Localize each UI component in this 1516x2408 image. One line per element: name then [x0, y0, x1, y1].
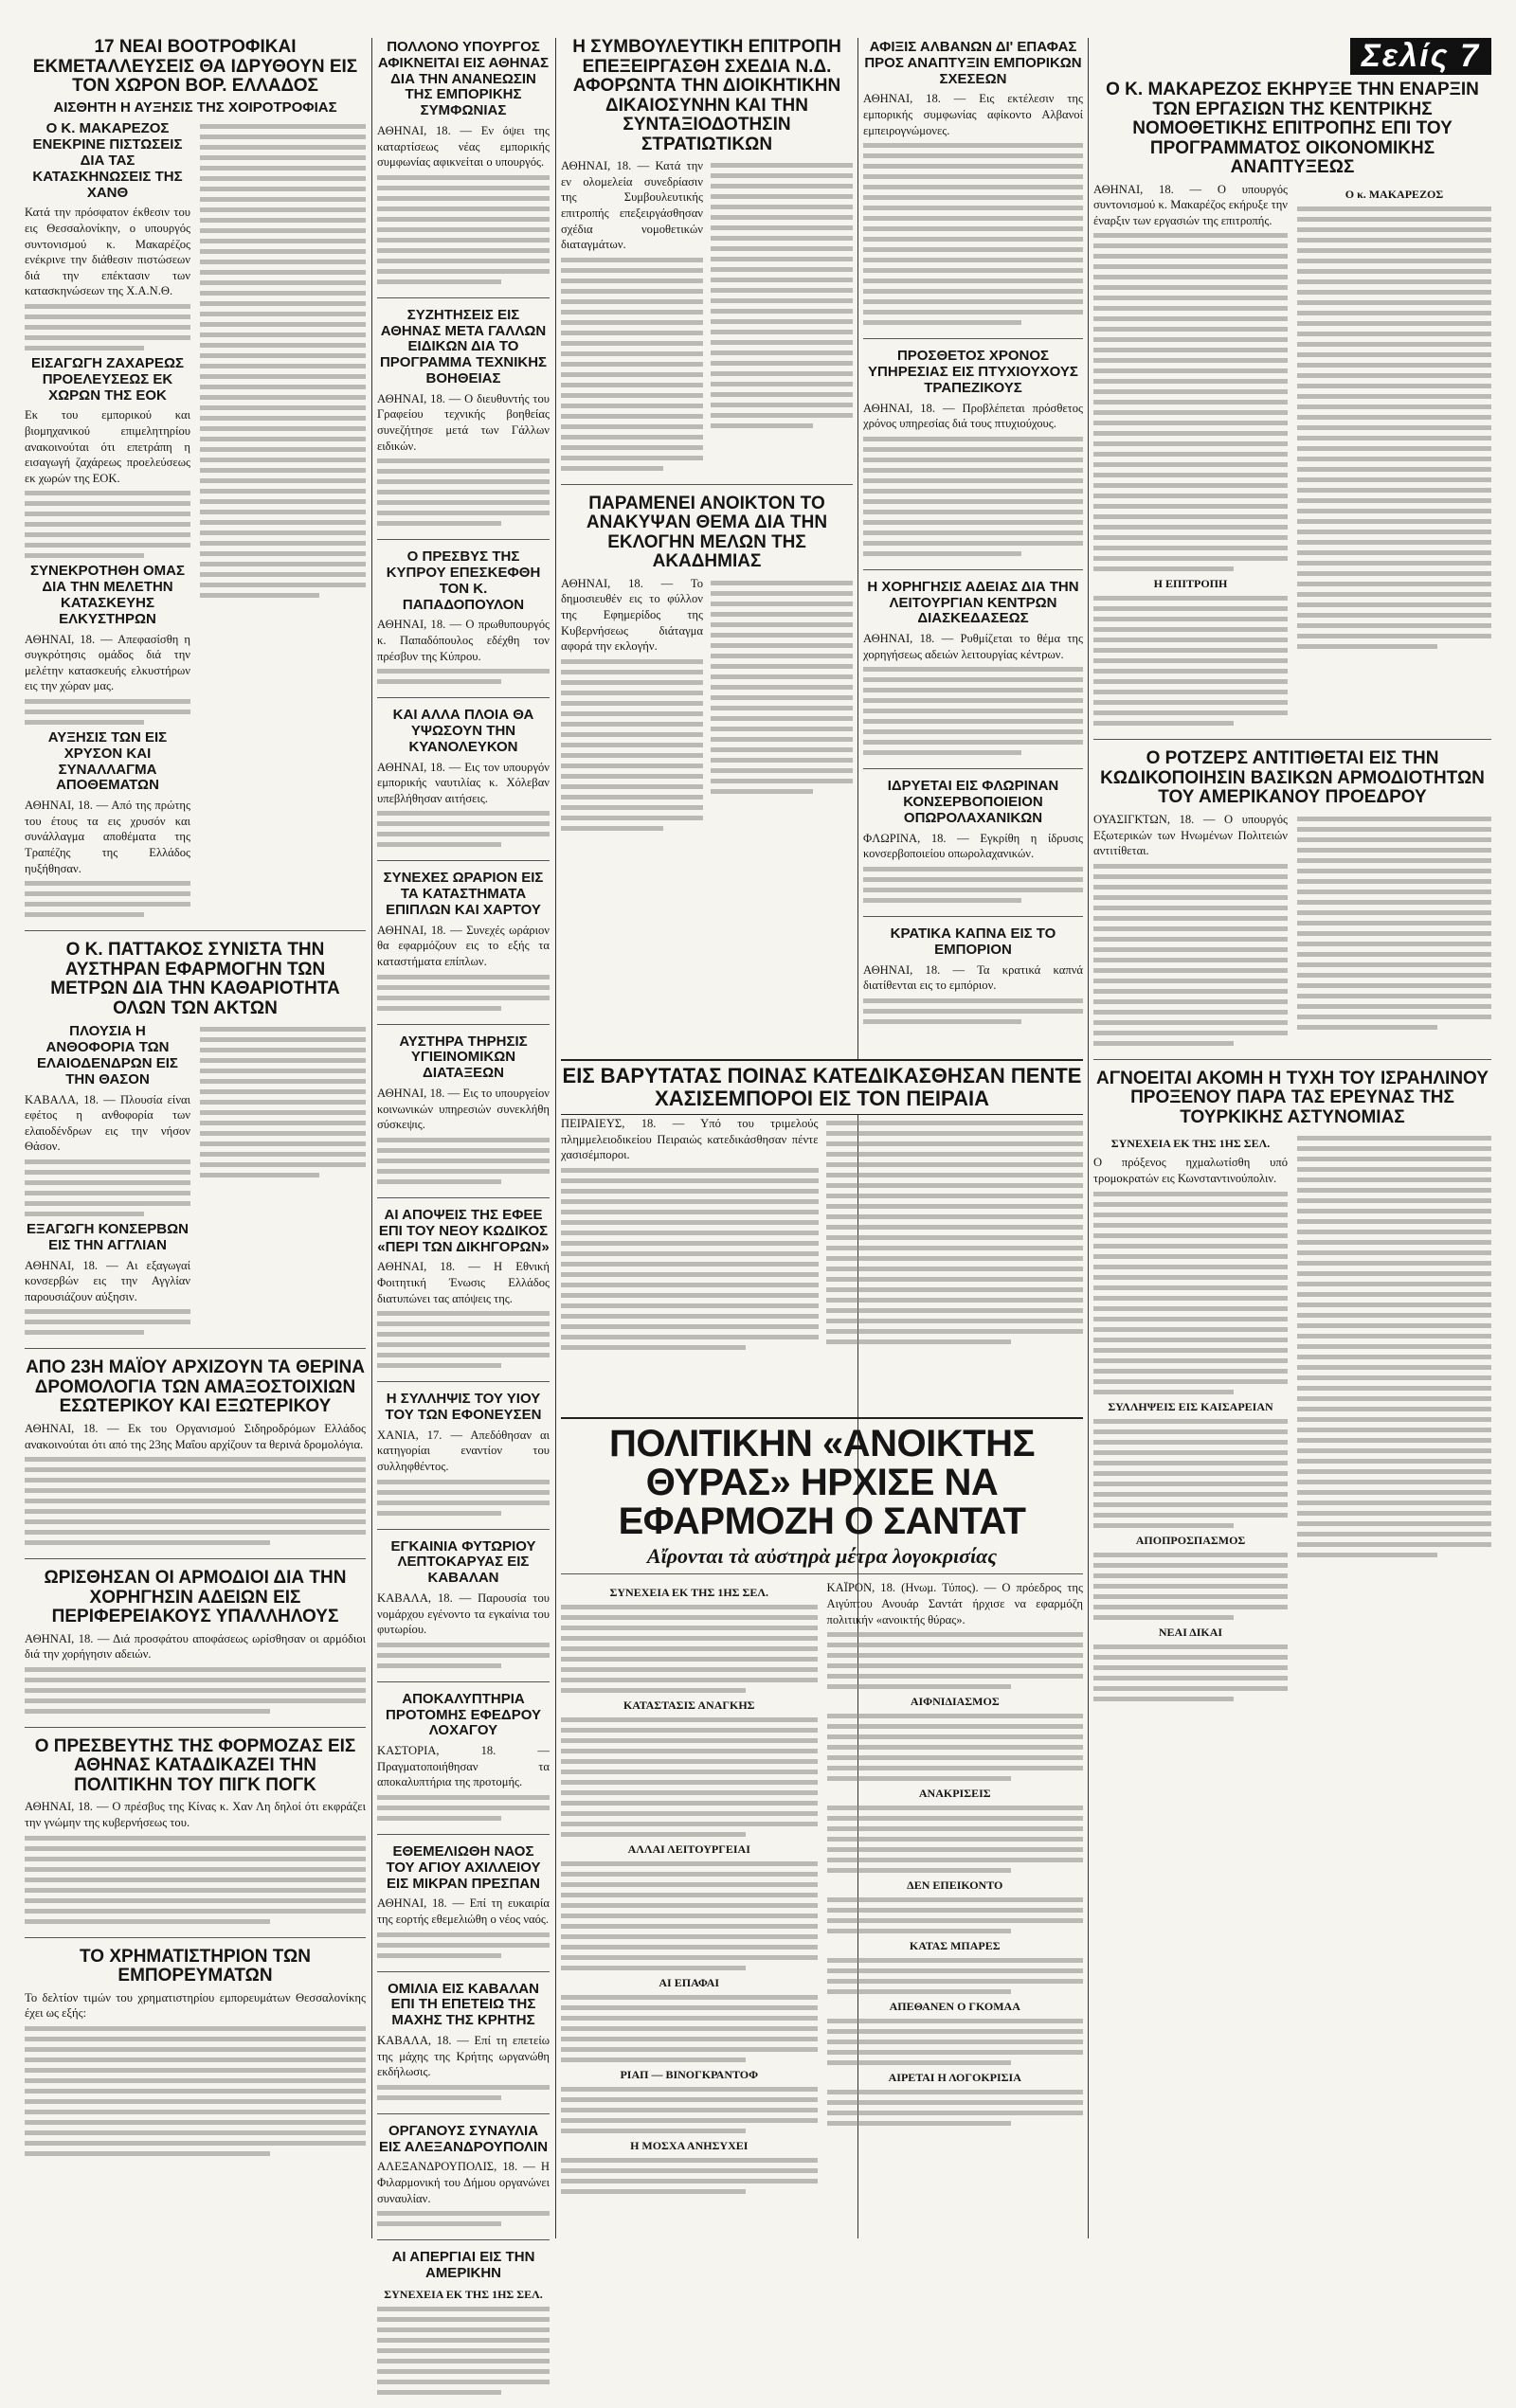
- article-body: ΑΘΗΝΑΙ, 18. — Τα κρατικά καπνά διατίθενται εις το εμπόριον.: [863, 962, 1083, 993]
- section-heading: ΑΠΟΠΡΟΣΠΑΣΜΟΣ: [1135, 1533, 1246, 1547]
- article-title: ΑΠΟΚΑΛΥΠΤΗΡΙΑ ΠΡΟΤΟΜΗΣ ΕΦΕΔΡΟΥ ΛΟΧΑΓΟΥ: [386, 1690, 541, 1739]
- article-arrest: [377, 1392, 550, 1529]
- headline: ΕΙΣ ΒΑΡΥΤΑΤΑΣ ΠΟΙΝΑΣ ΚΑΤΕΔΙΚΑΣΘΗΣΑΝ ΠΕΝΤΕ ΧΑΣΙΣΕΜΠΟΡΟΙ ΕΙΣ ΤΟΝ ΠΕΙΡΑΙΑ: [562, 1064, 1082, 1110]
- article-title: ΑΥΞΗΣΙΣ ΤΩΝ ΕΙΣ ΧΡΥΣΟΝ ΚΑΙ ΣΥΝΑΛΛΑΓΜΑ ΑΠΟΘΕΜΑΤΩΝ: [47, 729, 168, 794]
- section-heading: ΚΑΤΑΣ ΜΠΑΡΕΣ: [909, 1939, 1001, 1953]
- article-title: ΚΡΑΤΙΚΑ ΚΑΠΝΑ ΕΙΣ ΤΟ ΕΜΠΟΡΙΟΝ: [890, 925, 1056, 958]
- headline: ΑΓΝΟΕΙΤΑΙ ΑΚΟΜΗ Η ΤΥΧΗ ΤΟΥ ΙΣΡΑΗΛΙΝΟΥ ΠΡΟΞΕΝΟΥ ΠΑΡΑ ΤΑΣ ΕΡΕΥΝΑΣ ΤΗΣ ΤΟΥΡΚΙΚΗΣ ΑΣΤΥΝΟΜΙΑΣ: [1096, 1068, 1489, 1127]
- article-body: ΚΑΪΡΟΝ, 18. (Ηνωμ. Τύπος). — Ο πρόεδρος της Αιγύπτου Ανουάρ Σαντάτ ήρχισε να εφαρμόζη πολιτικήν «ανοικτής θύρας».: [826, 1581, 1083, 1626]
- article-polish-minister: [377, 40, 550, 298]
- article-body: ΑΘΗΝΑΙ, 18. — Ο υπουργός συντονισμού κ. Μακαρέζος εκήρυξε την έναρξιν των εργασιών της επιτροπής.: [1093, 182, 1288, 227]
- article-body: ΟΥΑΣΙΓΚΤΩΝ, 18. — Ο υπουργός Εξωτερικών των Ηνωμένων Πολιτειών αντιτίθεται.: [1093, 812, 1288, 858]
- article-title: ΑΥΣΤΗΡΑ ΤΗΡΗΣΙΣ ΥΓΙΕΙΝΟΜΙΚΩΝ ΔΙΑΤΑΞΕΩΝ: [399, 1033, 528, 1082]
- article-bust-unveiling: [377, 1692, 550, 1835]
- article-body: ΚΑΒΑΛΑ, 18. — Πλουσία είναι εφέτος η ανθοφορία των ελαιοδένδρων εις την νήσον Θάσον.: [25, 1092, 190, 1154]
- column-1: [25, 38, 366, 2238]
- headline: ΑΠΟ 23Η ΜΑΪΟΥ ΑΡΧΙΖΟΥΝ ΤΑ ΘΕΡΙΝΑ ΔΡΟΜΟΛΟΓΙΑ ΤΩΝ ΑΜΑΞΟΣΤΟΙΧΙΩΝ ΕΣΩΤΕΡΙΚΟΥ ΚΑΙ ΕΞΩΤΕΡΙΚΟΥ: [26, 1357, 365, 1417]
- article-title: Ο ΠΡΕΣΒΥΣ ΤΗΣ ΚΥΠΡΟΥ ΕΠΕΣΚΕΦΘΗ ΤΟΝ Κ. ΠΑΠΑΔΟΠΟΥΛΟΝ: [386, 548, 541, 613]
- column-rule: [1088, 38, 1089, 2238]
- article-nursery: [377, 1539, 550, 1682]
- headline: ΠΟΛΙΤΙΚΗΝ «ΑΝΟΙΚΤΗΣ ΘΥΡΑΣ» ΗΡΧΙΣΕ ΝΑ ΕΦΑΡΜΟΖΗ Ο ΣΑΝΤΑΤ: [609, 1423, 1035, 1542]
- article-title: ΕΓΚΑΙΝΙΑ ΦΥΤΩΡΙΟΥ ΛΕΠΤΟΚΑΡΥΑΣ ΕΙΣ ΚΑΒΑΛΑΝ: [390, 1537, 536, 1587]
- section-heading: Ο κ. ΜΑΚΑΡΕΖΟΣ: [1345, 187, 1444, 201]
- article-body: ΧΑΝΙΑ, 17. — Απεδόθησαν αι κατηγορίαι εναντίον του συλληφθέντος.: [377, 1428, 550, 1473]
- article-body: ΑΘΗΝΑΙ, 18. — Ο διευθυντής του Γραφείου τεχνικής βοηθείας συνεζήτησε μετά των Γάλλων ειδικών.: [377, 391, 550, 453]
- headline: Η ΣΥΜΒΟΥΛΕΥΤΙΚΗ ΕΠΙΤΡΟΠΗ ΕΠΕΞΕΙΡΓΑΣΘΗ ΣΧΕΔΙΑ Ν.Δ. ΑΦΟΡΩΝΤΑ ΤΗΝ ΔΙΟΙΚΗΤΙΚΗΝ ΔΙΚΑΙΟΣΥΝΗΝ ΚΑΙ ΤΗΝ ΣΥΝΤΑΞΙΟΔΟΤΗΣΙΝ ΣΤΡΑΤΙΩΤΙΚΩΝ: [572, 37, 841, 154]
- article-body: ΑΘΗΝΑΙ, 18. — Συνεχές ωράριον θα εφαρμόζουν εις το εξής τα καταστήματα επίπλων.: [377, 923, 550, 969]
- article-title: ΠΡΟΣΘΕΤΟΣ ΧΡΟΝΟΣ ΥΠΗΡΕΣΙΑΣ ΕΙΣ ΠΤΥΧΙΟΥΧΟΥΣ ΤΡΑΠΕΖΙΚΟΥΣ: [868, 348, 1078, 396]
- continuation-label: ΣΥΝΕΧΕΙΑ ΕΚ ΤΗΣ 1ΗΣ ΣΕΛ.: [1110, 1137, 1271, 1151]
- headline: Ο Κ. ΜΑΚΑΡΕΖΟΣ ΕΚΗΡΥΞΕ ΤΗΝ ΕΝΑΡΞΙΝ ΤΩΝ ΕΡΓΑΣΙΩΝ ΤΗΣ ΚΕΝΤΡΙΚΗΣ ΝΟΜΟΘΕΤΙΚΗΣ ΕΠΙΤΡΟΠΗΣ ΕΠΙ ΤΟΥ ΠΡΟΓΡΑΜΜΑΤΟΣ ΟΙΚΟΝΟΜΙΚΗΣ ΑΝΑΠΤΥΞΕΩΣ: [1106, 80, 1479, 178]
- column-2: [377, 38, 550, 2301]
- article-body: ΑΘΗΝΑΙ, 18. — Η Εθνική Φοιτητική Ένωσις Ελλάδος διατυπώνει τας απόψεις της.: [377, 1260, 550, 1305]
- section-heading: ΑΙ ΕΠΑΦΑΙ: [659, 1976, 720, 1990]
- article-body: ΑΘΗΝΑΙ, 18. — Κατά την εν ολομελεία συνεδρίασιν της Συμβουλευτικής επιτροπής επεξειργάσθησαν σχέδια νομοθετικών διαταγμάτων.: [561, 159, 703, 252]
- article-concert: [377, 2124, 550, 2240]
- section-heading: ΑΠΕΘΑΝΕΝ Ο ΓΚΟΜΑΑ: [889, 2000, 1020, 2014]
- article-ships-flag: [377, 708, 550, 861]
- article-academy: [561, 494, 853, 844]
- article-title: Ο Κ. ΜΑΚΑΡΕΖΟΣ ΕΝΕΚΡΙΝΕ ΠΙΣΤΩΣΕΙΣ ΔΙΑ ΤΑΣ ΚΑΤΑΣΚΗΝΩΣΕΙΣ ΤΗΣ ΧΑΝΘ: [32, 120, 183, 201]
- article-body: ΑΘΗΝΑΙ, 18. — Εις τον υπουργόν εμπορικής ναυτιλίας κ. Χόλεβαν υπεβλήθησαν αιτήσεις.: [377, 760, 550, 805]
- continuation-label: ΣΥΝΕΧΕΙΑ ΕΚ ΤΗΣ 1ΗΣ ΣΕΛ.: [384, 2287, 543, 2301]
- article-body: ΚΑΒΑΛΑ, 18. — Επί τη επετείω της μάχης της Κρήτης ωργανώθη εκδήλωσις.: [377, 2033, 550, 2079]
- article-title: ΣΥΖΗΤΗΣΕΙΣ ΕΙΣ ΑΘΗΝΑΣ ΜΕΤΑ ΓΑΛΛΩΝ ΕΙΔΙΚΩΝ ΔΙΑ ΤΟ ΠΡΟΓΡΑΜΜΑ ΤΕΧΝΙΚΗΣ ΒΟΗΘΕΙΑΣ: [379, 306, 548, 386]
- article-body: ΑΘΗΝΑΙ, 18. — Απεφασίσθη η συγκρότησις ομάδος διά την μελέτην κατασκευής ελκυστήρων εις την χώραν μας.: [25, 632, 190, 693]
- article-makarezos: [1093, 81, 1491, 740]
- headline: Ο ΡΟΤΖΕΡΣ ΑΝΤΙΤΙΘΕΤΑΙ ΕΙΣ ΤΗΝ ΚΩΔΙΚΟΠΟΙΗΣΙΝ ΒΑΣΙΚΩΝ ΑΡΜΟΔΙΟΤΗΤΩΝ ΤΟΥ ΑΜΕΡΙΚΑΝΟΥ ΠΡΟΕΔΡΟΥ: [1100, 748, 1485, 808]
- article-sadat: [561, 1417, 1083, 2241]
- article-title: ΣΥΝΕΧΕΣ ΩΡΑΡΙΟΝ ΕΙΣ ΤΑ ΚΑΤΑΣΤΗΜΑΤΑ ΕΠΙΠΛΩΝ ΚΑΙ ΧΑΡΤΟΥ: [383, 870, 544, 919]
- article-body: ΑΘΗΝΑΙ, 18. — Ο πρωθυπουργός κ. Παπαδόπουλος εδέχθη τον πρέσβυν της Κύπρου.: [377, 618, 550, 663]
- article-us-strikes: [377, 2250, 550, 2408]
- article-title: ΣΥΝΕΚΡΟΤΗΘΗ ΟΜΑΣ ΔΙΑ ΤΗΝ ΜΕΛΕΤΗΝ ΚΑΤΑΣΚΕΥΗΣ ΕΛΚΥΣΤΗΡΩΝ: [29, 563, 185, 627]
- article-formosa-ambassador: [25, 1737, 366, 1938]
- article-body: ΑΘΗΝΑΙ, 18. — Ο πρέσβυς της Κίνας κ. Χαν Λη δηλοί ότι εκφράζει την γνώμην της κυβερνήσεως του.: [25, 1800, 366, 1830]
- article-body: ΑΛΕΞΑΝΔΡΟΥΠΟΛΙΣ, 18. — Η Φιλαρμονική του Δήμου οργανώνει συναυλίαν.: [377, 2160, 550, 2205]
- section-heading: ΔΕΝ ΕΠΕΙΚΟΝΤΟ: [907, 1878, 1003, 1893]
- article-title: ΑΦΙΞΙΣ ΑΛΒΑΝΩΝ ΔΙ' ΕΠΑΦΑΣ ΠΡΟΣ ΑΝΑΠΤΥΞΙΝ ΕΜΠΟΡΙΚΩΝ ΣΧΕΣΕΩΝ: [864, 39, 1082, 87]
- article-train-schedules: [25, 1358, 366, 1559]
- article-body: ΠΕΙΡΑΙΕΥΣ, 18. — Υπό του τριμελούς πλημμελειοδικείου Πειραιώς κατεδικάσθησαν πέντε χασισέμποροι.: [561, 1117, 819, 1162]
- article-title: ΟΜΙΛΙΑ ΕΙΣ ΚΑΒΑΛΑΝ ΕΠΙ ΤΗ ΕΠΕΤΕΙΩ ΤΗΣ ΜΑΧΗΣ ΤΗΣ ΚΡΗΤΗΣ: [388, 1980, 539, 2029]
- article-body: Ο πρόξενος ηχμαλωτίσθη υπό τρομοκρατών εις Κωνσταντινούπολιν.: [1093, 1156, 1288, 1185]
- article-body: ΑΘΗΝΑΙ, 18. — Αι εξαγωγαί κονσερβών εις την Αγγλίαν παρουσιάζουν αύξησιν.: [25, 1258, 190, 1303]
- section-heading: Η ΕΠΙΤΡΟΠΗ: [1153, 577, 1228, 591]
- article-store-hours: [377, 871, 550, 1024]
- article-body: ΑΘΗΝΑΙ, 18. — Εν όψει της καταρτίσεως νέας εμπορικής συμφωνίας αφικνείται ο υπουργός.: [377, 123, 550, 170]
- article-rogers: [1093, 749, 1491, 1059]
- article-body: ΑΘΗΝΑΙ, 18. — Επί τη ευκαιρία της εορτής εθεμελιώθη ο νέος ναός.: [377, 1896, 550, 1926]
- section-heading: ΑΝΑΚΡΙΣΕΙΣ: [918, 1787, 991, 1801]
- article-advisory-committee: [561, 38, 853, 485]
- section-heading: ΣΥΛΛΗΨΕΙΣ ΕΙΣ ΚΑΙΣΑΡΕΙΑΝ: [1108, 1399, 1273, 1413]
- article-body: ΑΘΗΝΑΙ, 18. — Διά προσφάτου αποφάσεως ωρίσθησαν οι αρμόδιοι διά την χορήγησιν αδειών.: [25, 1631, 366, 1662]
- section-heading: ΑΙΦΝΙΔΙΑΣΜΟΣ: [910, 1695, 1000, 1709]
- article-body: ΑΘΗΝΑΙ, 18. — Εκ του Οργανισμού Σιδηροδρόμων Ελλάδος ανακοινούται ότι από της 23ης Μαΐου αρχίζουν τα θερινά δρομολόγια.: [25, 1421, 366, 1451]
- article-title: Η ΧΟΡΗΓΗΣΙΣ ΑΔΕΙΑΣ ΔΙΑ ΤΗΝ ΛΕΙΤΟΥΡΓΙΑΝ ΚΕΝΤΡΩΝ ΔΙΑΣΚΕΔΑΣΕΩΣ: [867, 578, 1079, 627]
- article-title: ΕΞΑΓΩΓΗ ΚΟΝΣΕΡΒΩΝ ΕΙΣ ΤΗΝ ΑΓΓΛΙΑΝ: [27, 1220, 189, 1253]
- article-cyprus-ambassador: [377, 549, 550, 698]
- article-title: ΠΟΛΛΟΝΟ ΥΠΟΥΡΓΟΣ ΑΦΙΚΝΕΙΤΑΙ ΕΙΣ ΑΘΗΝΑΣ ΔΙΑ ΤΗΝ ΑΝΑΝΕΩΣΙΝ ΤΗΣ ΕΜΠΟΡΙΚΗΣ ΣΥΜΦΩΝΙΑΣ: [377, 39, 550, 119]
- article-beach-cleaning: [25, 941, 366, 1349]
- section-badge: Σελίς 7: [1350, 38, 1491, 75]
- article-title: ΑΙ ΑΠΕΡΓΙΑΙ ΕΙΣ ΤΗΝ ΑΜΕΡΙΚΗΝ: [391, 2249, 535, 2282]
- article-body: ΑΘΗΝΑΙ, 18. — Από της πρώτης του έτους τα εις χρυσόν και συνάλλαγμα αποθέματα της Τραπέζης της Ελλάδος ηυξήθησαν.: [25, 799, 190, 875]
- article-leave-permits: [25, 1569, 366, 1728]
- article-hashish: [561, 1116, 1083, 1410]
- article-body: ΑΘΗΝΑΙ, 18. — Ρυθμίζεται το θέμα της χορηγήσεως αδειών λειτουργίας κέντρων.: [863, 632, 1083, 661]
- section-heading: Η ΜΟΣΧΑ ΑΝΗΣΥΧΕΙ: [630, 2139, 749, 2153]
- section-heading: ΝΕΑΙ ΔΙΚΑΙ: [1158, 1625, 1223, 1639]
- article-body: ΑΘΗΝΑΙ, 18. — Προβλέπεται πρόσθετος χρόνος υπηρεσίας διά τους πτυχιούχους.: [863, 401, 1083, 431]
- continuation-label: ΣΥΝΕΧΕΙΑ ΕΚ ΤΗΣ 1ΗΣ ΣΕΛ.: [609, 1586, 768, 1600]
- article-title: ΟΡΓΑΝΟΥΣ ΣΥΝΑΥΛΙΑ ΕΙΣ ΑΛΕΞΑΝΔΡΟΥΠΟΛΙΝ: [378, 2122, 549, 2155]
- article-title: ΕΙΣΑΓΩΓΗ ΖΑΧΑΡΕΩΣ ΠΡΟΕΛΕΥΣΕΩΣ ΕΚ ΧΩΡΩΝ ΤΗΣ ΕΟΚ: [31, 354, 184, 404]
- article-church: [377, 1844, 550, 1972]
- section-heading: ΡΙΑΠ — ΒΙΝΟΓΚΡΑΝΤΟΦ: [620, 2068, 759, 2082]
- article-nightclubs: [863, 580, 1083, 770]
- section-heading: ΑΙΡΕΤΑΙ Η ΛΟΓΟΚΡΙΣΙΑ: [888, 2071, 1021, 2085]
- subheadline: Αἴρονται τὰ αὐστηρὰ μέτρα λογοκρισίας: [646, 1544, 998, 1569]
- article-tobacco: [863, 926, 1083, 1037]
- article-cattle-farms: [25, 38, 366, 931]
- article-body: ΦΛΩΡΙΝΑ, 18. — Εγκρίθη η ίδρυσις κονσερβοποιείου οπωρολαχανικών.: [863, 831, 1083, 861]
- article-title: ΚΑΙ ΑΛΛΑ ΠΛΟΙΑ ΘΑ ΥΨΩΣΟΥΝ ΤΗΝ ΚΥΑΝΟΛΕΥΚΟΝ: [392, 707, 534, 755]
- article-title: ΑΙ ΑΠΟΨΕΙΣ ΤΗΣ ΕΦΕΕ ΕΠΙ ΤΟΥ ΝΕΟΥ ΚΩΔΙΚΟΣ «ΠΕΡΙ ΤΩΝ ΔΙΚΗΓΟΡΩΝ»: [377, 1206, 550, 1255]
- article-crete-speech: [377, 1982, 550, 2114]
- headline: 17 ΝΕΑΙ ΒΟΟΤΡΟΦΙΚΑΙ ΕΚΜΕΤΑΛΛΕΥΣΕΙΣ ΘΑ ΙΔΡΥΘΟΥΝ ΕΙΣ ΤΟΝ ΧΩΡΟΝ ΒΟΡ. ΕΛΛΑΔΟΣ: [32, 37, 358, 97]
- headline: ΩΡΙΣΘΗΣΑΝ ΟΙ ΑΡΜΟΔΙΟΙ ΔΙΑ ΤΗΝ ΧΟΡΗΓΗΣΙΝ ΑΔΕΙΩΝ ΕΙΣ ΠΕΡΙΦΕΡΕΙΑΚΟΥΣ ΥΠΑΛΛΗΛΟΥΣ: [44, 1568, 347, 1627]
- article-title: ΙΔΡΥΕΤΑΙ ΕΙΣ ΦΛΩΡΙΝΑΝ ΚΟΝΣΕΡΒΟΠΟΙΕΙΟΝ ΟΠΩΡΟΛΑΧΑΝΙΚΩΝ: [887, 778, 1059, 827]
- headline: ΠΑΡΑΜΕΝΕΙ ΑΝΟΙΚΤΟΝ ΤΟ ΑΝΑΚΥΨΑΝ ΘΕΜΑ ΔΙΑ ΤΗΝ ΕΚΛΟΓΗΝ ΜΕΛΩΝ ΤΗΣ ΑΚΑΔΗΜΙΑΣ: [586, 493, 828, 572]
- column-rule: [371, 38, 372, 2238]
- headline-banner: [561, 1059, 1083, 1115]
- subheadline: ΑΙΣΘΗΤΗ Η ΑΥΞΗΣΙΣ ΤΗΣ ΧΟΙΡΟΤΡΟΦΙΑΣ: [53, 99, 337, 116]
- article-title: ΕΘΕΜΕΛΙΩΘΗ ΝΑΟΣ ΤΟΥ ΑΓΙΟΥ ΑΧΙΛΛΕΙΟΥ ΕΙΣ ΜΙΚΡΑΝ ΠΡΕΣΠΑΝ: [386, 1842, 541, 1892]
- article-body: ΚΑΒΑΛΑ, 18. — Παρουσία του νομάρχου εγένοντο τα εγκαίνια του φυτωρίου.: [377, 1590, 550, 1637]
- article-french-experts: [377, 308, 550, 540]
- article-cannery: [863, 779, 1083, 917]
- article-body: Εκ του εμπορικού και βιομηχανικού επιμελητηρίου ανακοινούται ότι επετράπη η εισαγωγή ζαχάρεως προελεύσεως εκ χωρών της ΕΟΚ.: [25, 408, 190, 485]
- article-lawyers-code: [377, 1208, 550, 1382]
- article-bank-graduates: [863, 349, 1083, 570]
- article-body: ΑΘΗΝΑΙ, 18. — Εις εκτέλεσιν της εμπορικής συμφωνίας αφίκοντο Αλβανοί εμπειρογνώμονες.: [863, 92, 1083, 137]
- section-heading: ΑΛΛΑΙ ΛΕΙΤΟΥΡΓΕΙΑΙ: [627, 1842, 750, 1857]
- headline: Ο ΠΡΕΣΒΕΥΤΗΣ ΤΗΣ ΦΟΡΜΟΖΑΣ ΕΙΣ ΑΘΗΝΑΣ ΚΑΤΑΔΙΚΑΖΕΙ ΤΗΝ ΠΟΛΙΤΙΚΗΝ ΤΟΥ ΠΙΓΚ ΠΟΓΚ: [34, 1735, 356, 1795]
- masthead: [1093, 38, 1491, 75]
- article-body: Κατά την πρόσφατον έκθεσιν του εις Θεσσαλονίκην, ο υπουργός συντονισμού κ. Μακαρέζος ενέκρινε την διάθεσιν πιστώσεων διά την επέκτασιν των κατασκηνώσεων της Χ.Α.Ν.Θ.: [25, 206, 190, 298]
- article-body: ΚΑΣΤΟΡΙΑ, 18. — Πραγματοποιήθησαν τα αποκαλυπτήρια της προτομής.: [377, 1744, 550, 1789]
- column-5: [1093, 38, 1491, 2238]
- column-4: [863, 38, 1083, 1047]
- article-israeli-consul: [1093, 1069, 1491, 1715]
- column-3: [561, 38, 853, 1047]
- article-body: ΑΘΗΝΑΙ, 18. — Το δημοσιευθέν εις το φύλλον της Εφημερίδος της Κυβερνήσεως διάταγμα αφορά την εκλογήν.: [561, 576, 703, 654]
- article-body: Το δελτίον τιμών του χρηματιστηρίου εμπορευμάτων Θεσσαλονίκης έχει ως εξής:: [25, 1990, 366, 2021]
- article-commodity-exchange: [25, 1948, 366, 2169]
- article-body: ΑΘΗΝΑΙ, 18. — Εις το υπουργείον κοινωνικών υπηρεσιών συνεκλήθη σύσκεψις.: [377, 1087, 550, 1132]
- article-title: Η ΣΥΛΛΗΨΙΣ ΤΟΥ ΥΙΟΥ ΤΟΥ ΤΩΝ ΕΦΟΝΕΥΣΕΝ: [385, 1391, 542, 1423]
- headline: ΤΟ ΧΡΗΜΑΤΙΣΤΗΡΙΟΝ ΤΩΝ ΕΜΠΟΡΕΥΜΑΤΩΝ: [80, 1946, 311, 1986]
- column-rule: [555, 38, 556, 2238]
- article-albanians: [863, 40, 1083, 339]
- headline: Ο Κ. ΠΑΤΤΑΚΟΣ ΣΥΝΙΣΤΑ ΤΗΝ ΑΥΣΤΗΡΑΝ ΕΦΑΡΜΟΓΗΝ ΤΩΝ ΜΕΤΡΩΝ ΔΙΑ ΤΗΝ ΚΑΘΑΡΙΟΤΗΤΑ ΟΛΩΝ ΤΩΝ ΑΚΤΩΝ: [50, 940, 340, 1018]
- article-title: ΠΛΟΥΣΙΑ Η ΑΝΘΟΦΟΡΙΑ ΤΩΝ ΕΛΑΙΟΔΕΝΔΡΩΝ ΕΙΣ ΤΗΝ ΘΑΣΟΝ: [37, 1023, 178, 1087]
- section-heading: ΚΑΤΑΣΤΑΣΙΣ ΑΝΑΓΚΗΣ: [623, 1698, 755, 1713]
- article-health-rules: [377, 1034, 550, 1198]
